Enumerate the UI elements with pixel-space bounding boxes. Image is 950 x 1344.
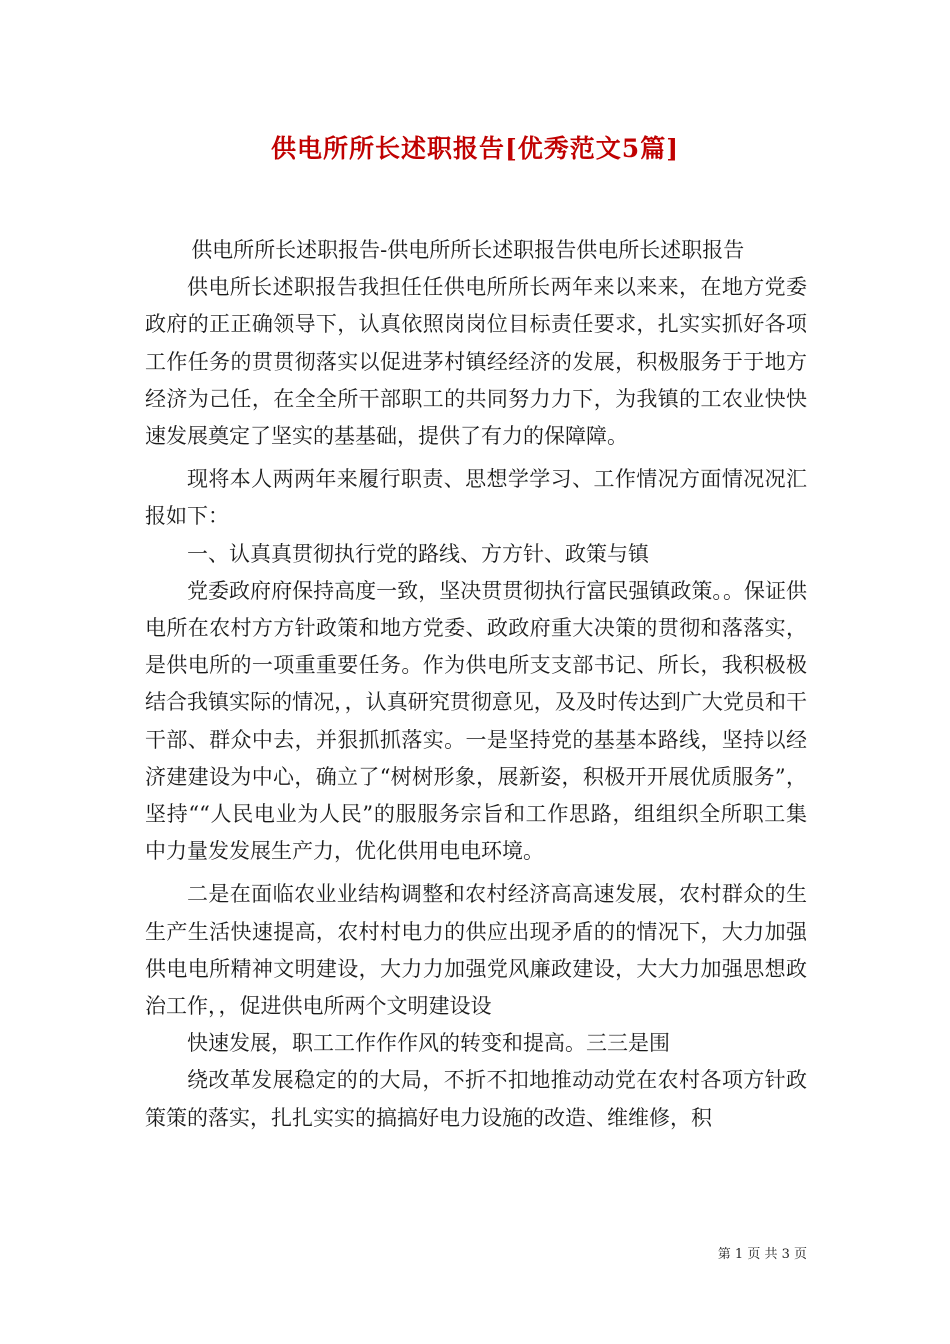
paragraph-subtitle: 供电所所长述职报告-供电所所长述职报告供电所长述职报告 <box>191 238 745 262</box>
paragraph-section-one: 一、认真真贯彻执行党的路线、方方针、政策与镇 <box>187 541 649 566</box>
paragraph-point-two: 二是在面临农业业结构调整和农村经济高高速发展，农村群众的生生产生活快速提高，农村村电力的供应出现矛盾的的情况下，大力加强供电电所精神文明建设，大力力加强党风廉政建设，大大力加强思想政治工作，，促进供电所两个文明建设设 <box>145 882 807 1019</box>
paragraph-intro: 供电所长述职报告我担任任供电所所长两年来以来来，在地方党委政府的正正确领导下，认真依照岗岗位目标责任要求，扎实实抓好各项工作任务的贯贯彻落实以促进茅村镇经经济的发展，积极服务于于地方经济为己任，在全全所干部职工的共同努力力下，为我镇的工农业快快速发展奠定了坚实的基基础，提供了有力的保障障。 <box>145 275 807 449</box>
paragraph-policy: 党委政府府保持高度一致，坚决贯贯彻执行富民强镇政策。。保证供电所在农村方方针政策和地方党委、政政府重大决策的贯彻和落落实，是供电所的一项重重要任务。作为供电所支支部书记、所长，我积极极结合我镇实际的情况，，认真研究贯彻意见，及及时传达到广大党员和干干部、群众中去，并狠抓抓落实。一是坚持党的基基本路线，坚持以经济建建设为中心，确立了“树树形象，展新姿，积极开开展优质服务”，坚持““人民电业为人民”的服服务宗旨和工作思路，组组织全所职工集中力量发发展生产力，优化供用电电环境。 <box>145 578 807 864</box>
document-body <box>145 232 807 1137</box>
page-number: 第 1 页 共 3 页 <box>717 1247 807 1262</box>
paragraph-reform: 绕改革发展稳定的的大局，不折不扣地推动动党在农村各项方针政策策的落实，扎扎实实的搞搞好电力设施的改造、维维修，积 <box>145 1068 807 1130</box>
document-title: 供电所所长述职报告[优秀范文5篇] <box>270 134 680 163</box>
paragraph-summary: 现将本人两两年来履行职责、思想学学习、工作情况方面情况况汇报如下： <box>145 467 807 529</box>
paragraph-development: 快速发展，职工工作作作风的转变和提高。三三是围 <box>187 1031 670 1056</box>
